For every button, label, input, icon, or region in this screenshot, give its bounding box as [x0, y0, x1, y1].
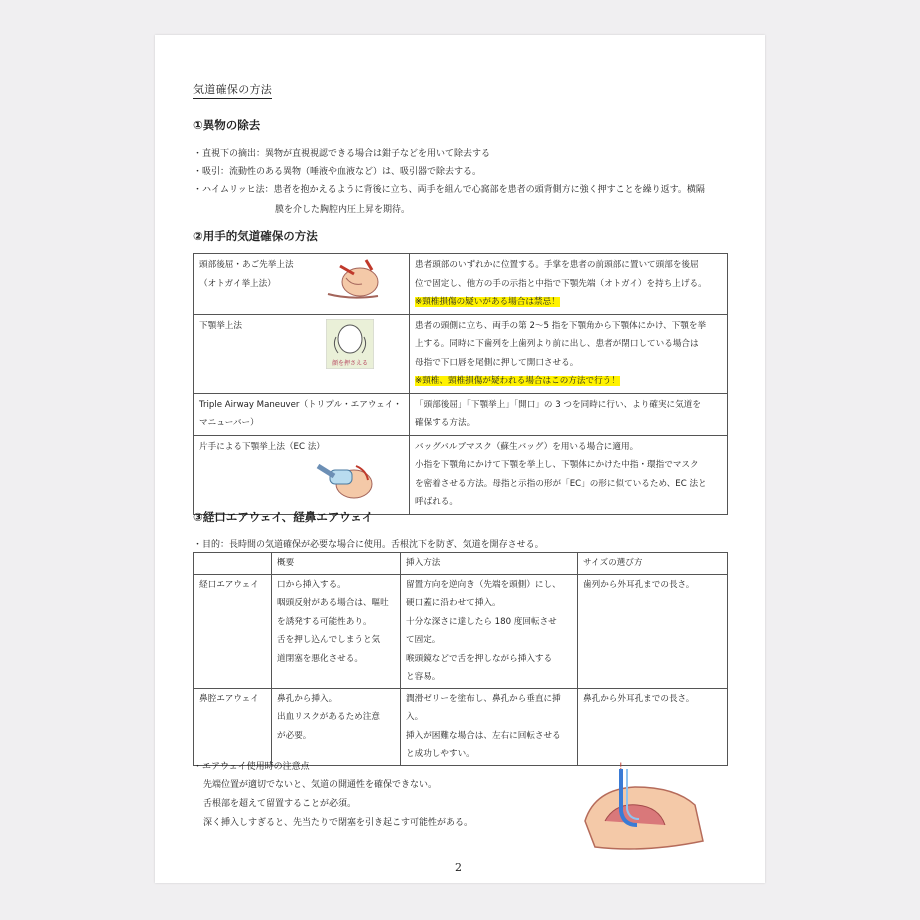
insertion-line: と容易。: [406, 672, 441, 682]
description-line: 患者の頭側に立ち、両手の第 2～5 指を下顎角から下顎体にかけ、下顎を挙: [415, 320, 707, 331]
description-cell: [410, 314, 728, 393]
insertion-line: 挿入が困難な場合は、左右に回転させる: [406, 730, 561, 741]
description-cell: [410, 435, 728, 514]
overview-line: 出血リスクがあるため注意: [277, 712, 380, 722]
note-item: 舌根部を超えて留置することが必須。: [203, 799, 357, 809]
table-row: [194, 254, 728, 315]
jaw-thrust-illustration: [326, 319, 374, 369]
description-line: 小指を下顎角にかけて下顎を挙上し、下顎体にかけた中指・環指でマスク: [415, 460, 699, 470]
method-cell: [194, 314, 410, 393]
insertion-cell: [401, 688, 578, 765]
description-line: 「頭部後屈」「下顎挙上」「開口」の 3 つを同時に行い、より確実に気道を: [415, 399, 701, 410]
column-header: 概要: [272, 553, 401, 575]
insertion-line: と成功しやすい。: [406, 749, 475, 759]
description-line: 母指で下口唇を尾側に押して開口させる。: [415, 357, 579, 368]
insertion-line: 留置方向を逆向き（先端を頭側）にし、: [406, 579, 561, 590]
table-row: [194, 393, 728, 435]
overview-cell: [272, 574, 401, 688]
method-cell: [194, 393, 410, 435]
overview-line: 口から挿入する。: [277, 579, 346, 590]
warning-highlight: ※頸椎、頸椎損傷が疑われる場合はこの方法で行う！: [415, 376, 620, 386]
manual-airway-table: [193, 253, 728, 515]
column-header: [194, 553, 272, 575]
table-row: [194, 314, 728, 393]
insertion-line: 潤滑ゼリーを塗布し、鼻孔から垂直に挿: [406, 693, 561, 704]
insertion-line: 喉頭鏡などで舌を押しながら挿入する: [406, 653, 553, 664]
insertion-line: て固定。: [406, 635, 441, 645]
section1-heading: ①異物の除去: [193, 118, 261, 132]
description-line: バッグバルブマスク（蘇生バッグ）を用いる場合に適用。: [415, 441, 639, 452]
description-line: 呼ばれる。: [415, 497, 458, 507]
head-tilt-illustration: [320, 256, 382, 302]
overview-cell: [272, 688, 401, 765]
insertion-line: 十分な深さに達したら 180 度回転させ: [406, 616, 557, 627]
purpose-text: ・目的：長時間の気道確保が必要な場合に使用。舌根沈下を防ぎ、気道を開存させる。: [193, 540, 544, 550]
method-name: 片手による下顎挙上法（EC 法）: [199, 441, 325, 452]
insertion-line: 入。: [406, 712, 424, 722]
method-name: 頭部後屈・あご先挙上法: [199, 260, 294, 270]
description-cell: [410, 393, 728, 435]
page-number: 2: [455, 861, 462, 874]
method-name: Triple Airway Maneuver（トリプル・エアウェイ・: [199, 399, 402, 410]
table-row: [194, 688, 728, 765]
bullet-suction: ・吸引：流動性のある異物（唾液や血液など）は、吸引器で除去する。: [193, 167, 482, 177]
device-name: 経口エアウェイ: [194, 574, 272, 688]
method-cell: [194, 254, 410, 315]
description-cell: [410, 254, 728, 315]
method-cell: [194, 435, 410, 514]
ec-clamp-illustration: [316, 456, 378, 502]
airway-device-table: [193, 552, 728, 766]
insertion-line: 硬口蓋に沿わせて挿入。: [406, 598, 501, 608]
bullet-heimlich-cont: 膜を介した胸腔内圧上昇を期待。: [275, 205, 411, 215]
device-name: 鼻腔エアウェイ: [194, 688, 272, 765]
column-header: サイズの選び方: [578, 553, 728, 575]
section2-heading: ②用手的気道確保の方法: [193, 229, 318, 243]
note-item: 深く挿入しすぎると、先当たりで閉塞を引き起こす可能性がある。: [203, 818, 474, 828]
insertion-cell: [401, 574, 578, 688]
overview-line: が必要。: [277, 730, 312, 741]
column-header: 挿入方法: [401, 553, 578, 575]
overview-line: 道閉塞を悪化させる。: [277, 653, 363, 664]
description-line: 位で固定し、他方の手の示指と中指で下顎先端（オトガイ）を持ち上げる。: [415, 278, 707, 289]
illustration-caption: 顔を押さえる: [331, 359, 369, 367]
svg-text:!: !: [619, 762, 623, 772]
overview-line: 咽頭反射がある場合は、嘔吐: [277, 598, 389, 608]
method-name-sub: （オトガイ挙上法）: [199, 278, 276, 289]
notes-title: ・エアウェイ使用時の注意点: [193, 762, 310, 772]
table-row: [194, 435, 728, 514]
warning-highlight: ※頸椎損傷の疑いがある場合は禁忌！: [415, 297, 560, 307]
bullet-direct-removal: ・直視下の摘出：異物が直視視認できる場合は鉗子などを用いて除去する: [193, 149, 491, 159]
description-line: 患者頭部のいずれかに位置する。手掌を患者の前頭部に置いて頭部を後屈: [415, 260, 699, 270]
method-name: 下顎挙上法: [199, 320, 242, 331]
size-cell: 歯列から外耳孔までの長さ。: [578, 574, 728, 688]
method-name-sub: マニューバー）: [199, 418, 259, 428]
page-title: 気道確保の方法: [193, 81, 272, 99]
description-line: 確保する方法。: [415, 418, 476, 428]
overview-line: 鼻孔から挿入。: [277, 693, 338, 704]
overview-line: 舌を押し込んでしまうと気: [277, 635, 381, 645]
description-line: を密着させる方法。母指と示指の形が「EC」の形に似ているため、EC 法と: [415, 478, 707, 489]
table-row: [194, 574, 728, 688]
description-line: 上する。同時に下歯列を上歯列より前に出し、患者が閉口している場合は: [415, 339, 699, 349]
bullet-heimlich: ・ハイムリッヒ法：患者を抱かえるように背後に立ち、両手を組んで心窩部を患者の頭背側方に強く押すことを繰り返す。横隔: [193, 185, 705, 195]
section3-heading: ③経口エアウェイ、経鼻エアウェイ: [193, 510, 374, 524]
note-item: 先端位置が適切でないと、気道の開通性を確保できない。: [203, 780, 438, 790]
size-cell: 鼻孔から外耳孔までの長さ。: [578, 688, 728, 765]
airway-insertion-illustration: [575, 761, 705, 853]
document-page: [155, 35, 765, 883]
table-header-row: [194, 553, 728, 575]
overview-line: を誘発する可能性あり。: [277, 616, 372, 627]
